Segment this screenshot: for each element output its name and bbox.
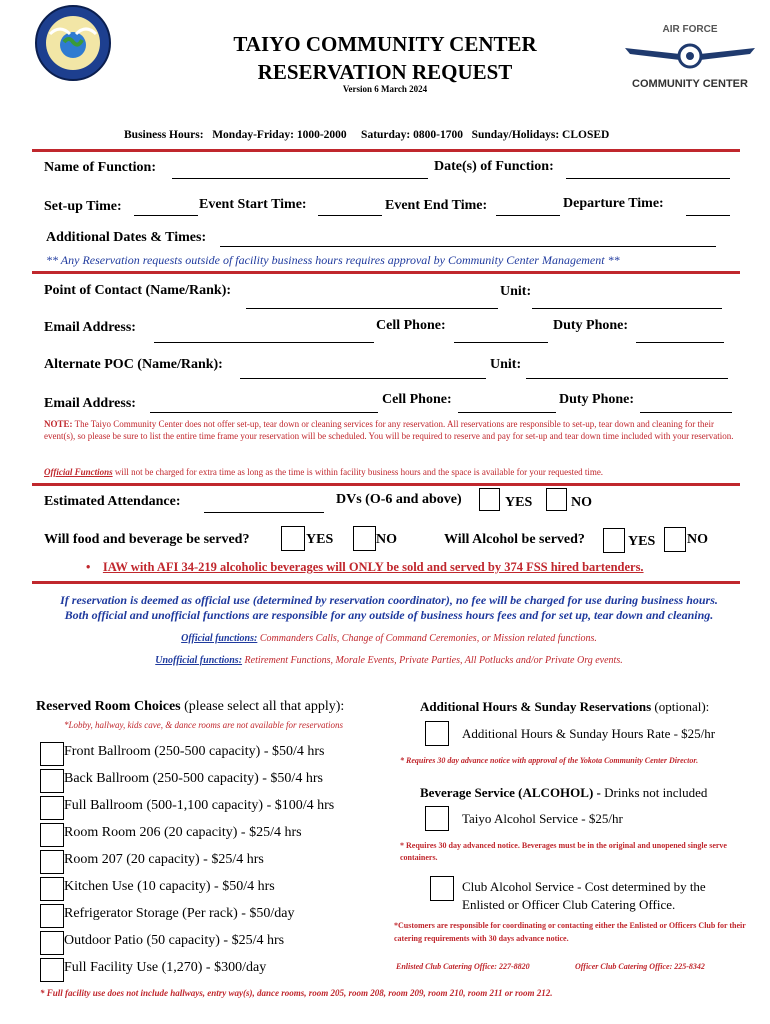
room-checkbox[interactable]: [40, 823, 64, 847]
title-line-2: RESERVATION REQUEST: [257, 60, 513, 84]
room-checkbox[interactable]: [40, 742, 64, 766]
note-paragraph: [44, 418, 734, 442]
dvs-no-label: NO: [571, 495, 592, 510]
additional-rate-note: * Requires 30 day advance notice with approval of the Yokota Community Center Director.: [400, 756, 699, 765]
setup-time-label: Set-up Time:: [44, 199, 122, 214]
taiyo-alcohol-label: Taiyo Alcohol Service - $25/hr: [462, 811, 623, 826]
room-item[interactable]: [40, 957, 390, 983]
bartender-text: IAW with AFI 34-219 alcoholic beverages will ONLY be sold and served by 374 FSS hired bartenders.: [102, 560, 644, 574]
official-functions-prefix: Official Functions: [44, 467, 113, 477]
poc-field[interactable]: [246, 308, 498, 309]
alt-unit-label: Unit:: [490, 357, 522, 372]
attendance-field[interactable]: [204, 512, 324, 513]
rooms-subnote: *Lobby, hallway, kids cave, & dance rooms are not available for reservations: [64, 720, 343, 730]
divider-4: [32, 581, 740, 584]
additional-heading: [420, 699, 709, 715]
end-time-field[interactable]: [496, 215, 560, 216]
bartender-bullet: [86, 560, 644, 575]
room-checkbox[interactable]: [40, 850, 64, 874]
room-label: Refrigerator Storage (Per rack) - $50/day: [64, 906, 295, 921]
bullet-icon: •: [86, 560, 91, 574]
hours-weekday: Monday-Friday: 1000-2000: [212, 129, 347, 141]
attendance-label: Estimated Attendance:: [44, 494, 181, 509]
official-functions-line: [36, 633, 742, 644]
fee-line-2: Both official and unofficial functions are responsible for any outside of business hours fees and for set up, tear down and cleaning.: [64, 608, 714, 622]
departure-time-field[interactable]: [686, 215, 730, 216]
rooms-heading-rest: (please select all that apply):: [180, 699, 345, 714]
food-label: Will food and beverage be served?: [44, 532, 250, 547]
club-alcohol-line-2: Enlisted or Officer Club Catering Office.: [462, 897, 676, 912]
food-no-label: NO: [376, 532, 397, 547]
dvs-no-checkbox[interactable]: [546, 488, 567, 511]
divider-2: [32, 271, 740, 274]
wings-icon: [620, 34, 760, 74]
duty-field[interactable]: [636, 342, 724, 343]
start-time-label: Event Start Time:: [199, 197, 307, 212]
note-prefix: NOTE:: [44, 419, 73, 429]
room-label: Room 207 (20 capacity) - $25/4 hrs: [64, 852, 264, 867]
hours-approval-note: ** Any Reservation requests outside of facility business hours requires approval by Community Center Management **: [46, 253, 620, 267]
hours-saturday: Saturday: 0800-1700: [361, 129, 463, 141]
end-time-label: Event End Time:: [385, 198, 488, 213]
alt-poc-label: Alternate POC (Name/Rank):: [44, 357, 223, 372]
room-label: Room Room 206 (20 capacity) - $25/4 hrs: [64, 825, 302, 840]
rooms-heading-bold: Reserved Room Choices: [36, 699, 181, 714]
note-text: The Taiyo Community Center does not offer set-up, tear down or cleaning services for any reservation. All reservations are responsible to set-up, tear down and cleaning for their event(s), so please be sure to list the entire time frame your reservation will be scheduled. You will be required to reserve and pay for set-up and tear down time included with your reservation.: [44, 419, 734, 441]
alcohol-no-label: NO: [687, 532, 708, 547]
alt-email-label: Email Address:: [44, 396, 136, 411]
club-alcohol-line-1: Club Alcohol Service - Cost determined by the: [462, 879, 706, 894]
alcohol-no-checkbox[interactable]: [664, 527, 686, 552]
room-item[interactable]: [40, 903, 390, 929]
fee-line-1: If reservation is deemed as official use (determined by reservation coordinator), no fee will be charged for use during business hours.: [60, 593, 718, 607]
cell-field[interactable]: [454, 342, 548, 343]
room-label: Full Facility Use (1,270) - $300/day: [64, 960, 267, 975]
room-label: Full Ballroom (500-1,100 capacity) - $100/4 hrs: [64, 798, 335, 813]
room-item[interactable]: [40, 876, 390, 902]
room-checkbox[interactable]: [40, 931, 64, 955]
room-label: Outdoor Patio (50 capacity) - $25/4 hrs: [64, 933, 285, 948]
alt-cell-label: Cell Phone:: [382, 392, 452, 407]
dvs-yes-checkbox[interactable]: [479, 488, 500, 511]
unit-label: Unit:: [500, 284, 532, 299]
function-name-field[interactable]: [172, 178, 428, 179]
community-center-logo: [620, 20, 760, 100]
additional-dates-field[interactable]: [220, 246, 716, 247]
version-label: Version 6 March 2024: [342, 84, 428, 94]
alt-cell-field[interactable]: [458, 412, 556, 413]
room-checkbox[interactable]: [40, 769, 64, 793]
title-line-1: TAIYO COMMUNITY CENTER: [233, 32, 537, 56]
alcohol-yes-label: YES: [628, 534, 656, 549]
room-item[interactable]: [40, 795, 390, 821]
email-label: Email Address:: [44, 320, 136, 335]
hours-label: Business Hours:: [124, 129, 204, 141]
beverage-heading: [420, 785, 707, 801]
club-catering-note: *Customers are responsible for coordinating or contacting either the Enlisted or Officers Club for their catering requirements with 30 days advance notice.: [394, 921, 746, 943]
email-field[interactable]: [154, 342, 374, 343]
fee-policy: [36, 593, 742, 623]
full-facility-footnote: * Full facility use does not include hallways, entry way(s), dance rooms, room 205, room 208, room 209, room 210, room 211 or room 212.: [40, 988, 553, 998]
alt-duty-field[interactable]: [640, 412, 732, 413]
logo-top-text: AIR FORCE: [662, 24, 718, 35]
additional-hours-checkbox[interactable]: [425, 721, 449, 746]
function-name-label: Name of Function:: [44, 160, 156, 175]
logo-bottom-text: COMMUNITY CENTER: [632, 78, 748, 90]
enlisted-club-phone: Enlisted Club Catering Office: 227-8820: [396, 962, 530, 971]
taiyo-alcohol-note: * Requires 30 day advanced notice. Beverages must be in the original and unopened single serve containers.: [400, 841, 727, 862]
food-no-checkbox[interactable]: [353, 526, 376, 551]
unit-field[interactable]: [532, 308, 722, 309]
dvs-label: DVs (O-6 and above): [336, 492, 462, 507]
function-dates-label: Date(s) of Function:: [434, 159, 554, 174]
function-dates-field[interactable]: [566, 178, 730, 179]
dvs-yes-label: YES: [505, 495, 533, 510]
alt-duty-label: Duty Phone:: [559, 392, 635, 407]
additional-heading-rest: (optional):: [651, 699, 710, 714]
alt-email-field[interactable]: [150, 412, 378, 413]
official-functions-note: [44, 467, 603, 477]
official-label: Official functions:: [181, 633, 258, 644]
alcohol-yes-checkbox[interactable]: [603, 528, 625, 553]
room-label: Front Ballroom (250-500 capacity) - $50/4 hrs: [64, 744, 325, 759]
beverage-heading-bold: Beverage Service (ALCOHOL) -: [420, 785, 605, 800]
additional-heading-bold: Additional Hours & Sunday Reservations: [420, 699, 652, 714]
room-item[interactable]: [40, 930, 390, 956]
room-checkbox[interactable]: [40, 958, 64, 982]
form-title: [180, 30, 590, 86]
hours-sunday: Sunday/Holidays: CLOSED: [471, 129, 610, 141]
unofficial-label: Unofficial functions:: [155, 655, 243, 666]
business-hours: [124, 129, 609, 141]
room-checkbox[interactable]: [40, 877, 64, 901]
beverage-heading-rest: Drinks not included: [604, 785, 708, 800]
taiyo-alcohol-checkbox[interactable]: [425, 806, 449, 831]
setup-time-field[interactable]: [134, 215, 198, 216]
food-yes-label: YES: [306, 532, 334, 547]
room-label: Kitchen Use (10 capacity) - $50/4 hrs: [64, 879, 275, 894]
alt-poc-field[interactable]: [240, 378, 486, 379]
departure-time-label: Departure Time:: [563, 196, 664, 211]
poc-label: Point of Contact (Name/Rank):: [44, 283, 232, 298]
room-label: Back Ballroom (250-500 capacity) - $50/4 hrs: [64, 771, 323, 786]
room-item[interactable]: [40, 822, 390, 848]
additional-dates-label: Additional Dates & Times:: [46, 230, 207, 245]
club-alcohol-label: [462, 878, 706, 914]
official-text: Commanders Calls, Change of Command Ceremonies, or Mission related functions.: [257, 633, 597, 644]
room-item[interactable]: [40, 849, 390, 875]
alcohol-label: Will Alcohol be served?: [444, 532, 585, 547]
cell-label: Cell Phone:: [376, 318, 446, 333]
club-alcohol-checkbox[interactable]: [430, 876, 454, 901]
room-item[interactable]: [40, 768, 390, 794]
unofficial-functions-line: [36, 655, 742, 666]
room-checkbox[interactable]: [40, 904, 64, 928]
unofficial-text: Retirement Functions, Morale Events, Private Parties, All Potlucks and/or Private Org events.: [242, 655, 623, 666]
alt-unit-field[interactable]: [526, 378, 728, 379]
additional-rate: Additional Hours & Sunday Hours Rate - $25/hr: [462, 726, 716, 741]
divider-3: [32, 483, 740, 486]
official-functions-text: will not be charged for extra time as long as the time is within facility business hours and the space is available for your requested time.: [112, 467, 604, 477]
rooms-heading: [36, 699, 344, 715]
food-yes-checkbox[interactable]: [281, 526, 305, 551]
officer-club-phone: Officer Club Catering Office: 225-8342: [575, 962, 705, 971]
room-checkbox[interactable]: [40, 796, 64, 820]
divider-1: [32, 149, 740, 152]
duty-label: Duty Phone:: [553, 318, 629, 333]
room-item[interactable]: [40, 741, 390, 767]
start-time-field[interactable]: [318, 215, 382, 216]
squadron-logo: [34, 4, 112, 82]
